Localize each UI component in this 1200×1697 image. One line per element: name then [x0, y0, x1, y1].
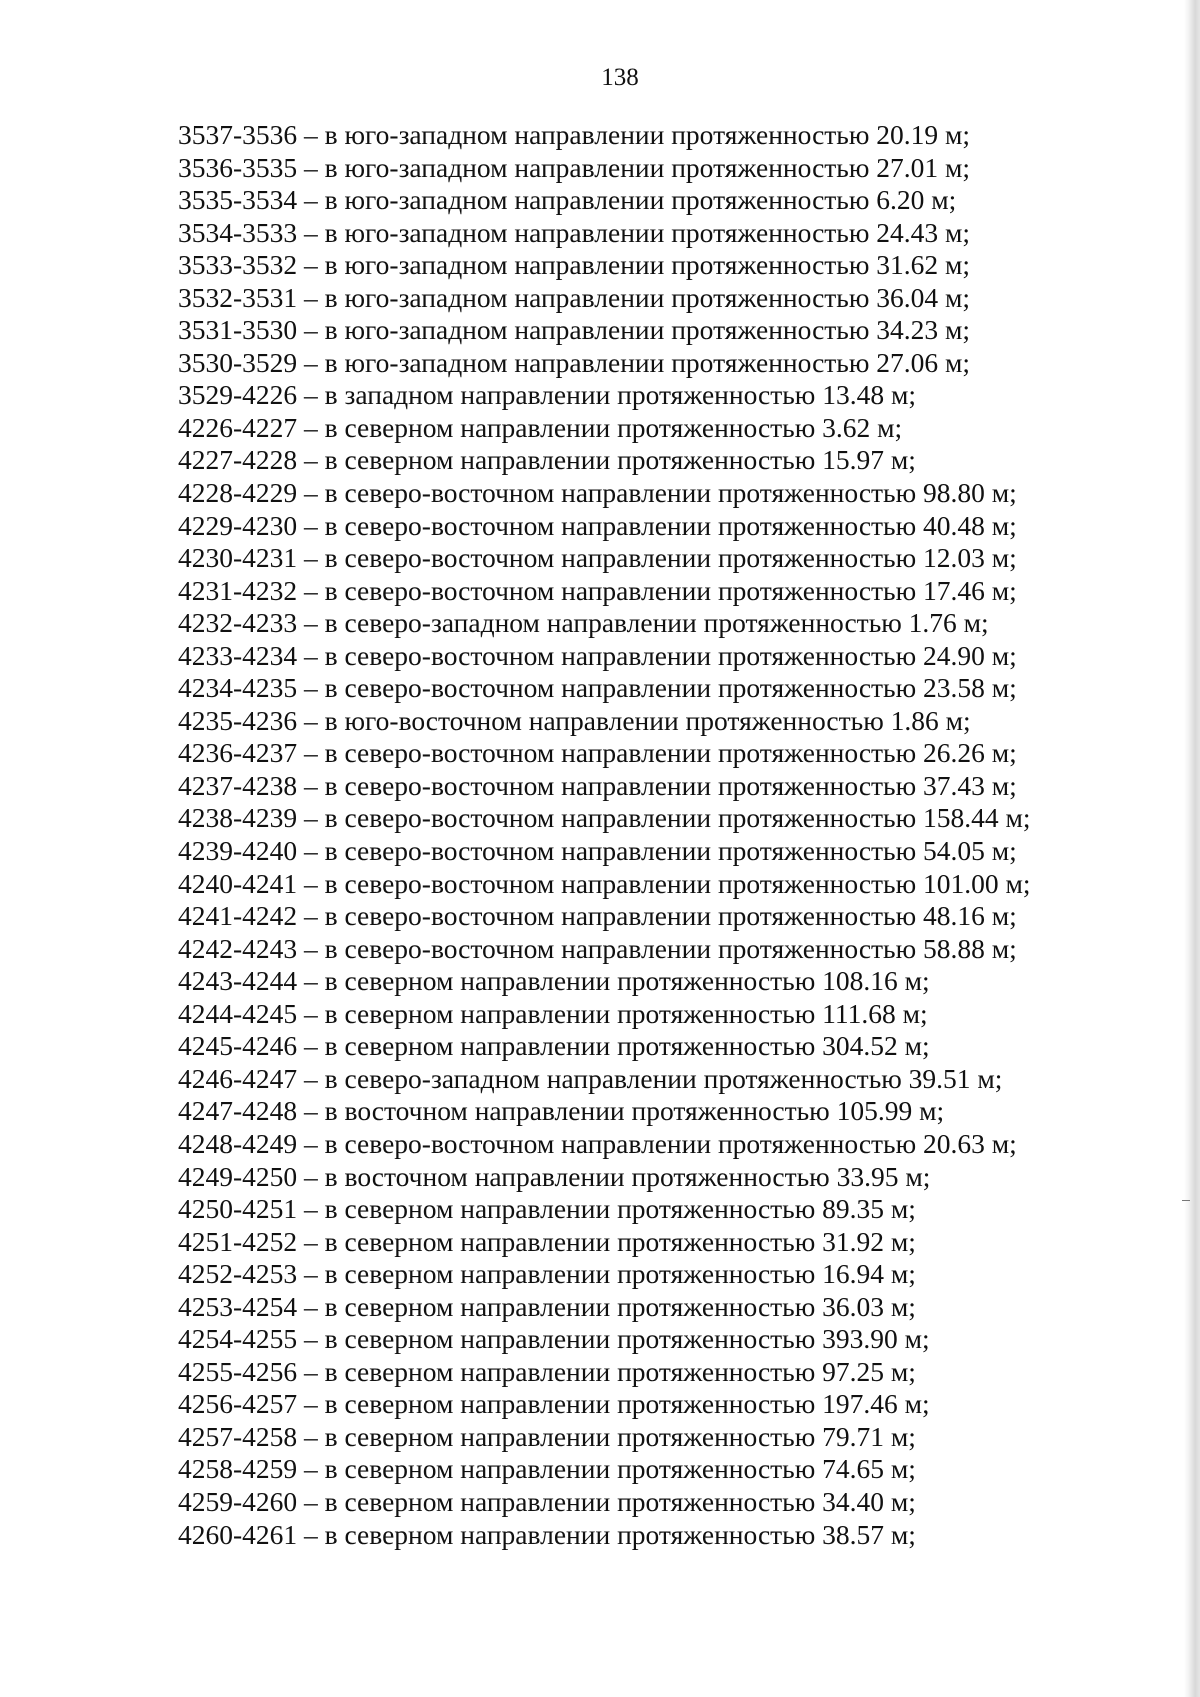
- boundary-segment-line: 4256-4257 – в северном направлении протяженностью 197.46 м;: [178, 1388, 930, 1420]
- boundary-segment-line: 4248-4249 – в северо-восточном направлении протяженностью 20.63 м;: [178, 1127, 1017, 1159]
- boundary-segment-line: 3529-4226 – в западном направлении протяженностью 13.48 м;: [178, 379, 917, 411]
- boundary-segment-line: 3533-3532 – в юго-западном направлении протяженностью 31.62 м;: [178, 249, 971, 281]
- boundary-segment-line: 4244-4245 – в северном направлении протяженностью 111.68 м;: [178, 997, 928, 1029]
- boundary-segment-line: 3534-3533 – в юго-западном направлении протяженностью 24.43 м;: [178, 216, 971, 248]
- boundary-segment-line: 4245-4246 – в северном направлении протяженностью 304.52 м;: [178, 1030, 930, 1062]
- boundary-segment-line: 4231-4232 – в северо-восточном направлении протяженностью 17.46 м;: [178, 574, 1017, 606]
- boundary-segment-line: 4233-4234 – в северо-восточном направлении протяженностью 24.90 м;: [178, 639, 1017, 671]
- boundary-segment-line: 4253-4254 – в северном направлении протяженностью 36.03 м;: [178, 1290, 916, 1322]
- boundary-segment-line: 3530-3529 – в юго-западном направлении протяженностью 27.06 м;: [178, 346, 971, 378]
- boundary-segment-line: 4240-4241 – в северо-восточном направлении протяженностью 101.00 м;: [178, 867, 1031, 899]
- boundary-segment-line: 3531-3530 – в юго-западном направлении протяженностью 34.23 м;: [178, 314, 971, 346]
- boundary-segment-line: 4232-4233 – в северо-западном направлении протяженностью 1.76 м;: [178, 607, 989, 639]
- boundary-segment-line: 4260-4261 – в северном направлении протяженностью 38.57 м;: [178, 1518, 916, 1550]
- boundary-segment-line: 4251-4252 – в северном направлении протяженностью 31.92 м;: [178, 1225, 916, 1257]
- boundary-segment-list: [178, 119, 1031, 1551]
- boundary-segment-line: 3535-3534 – в юго-западном направлении протяженностью 6.20 м;: [178, 184, 957, 216]
- boundary-segment-line: 4255-4256 – в северном направлении протяженностью 97.25 м;: [178, 1355, 916, 1387]
- boundary-segment-line: 3537-3536 – в юго-западном направлении протяженностью 20.19 м;: [178, 119, 971, 150]
- boundary-segment-line: 4227-4228 – в северном направлении протяженностью 15.97 м;: [178, 444, 916, 476]
- boundary-segment-line: 4236-4237 – в северо-восточном направлении протяженностью 26.26 м;: [178, 737, 1017, 769]
- boundary-segment-line: 4228-4229 – в северо-восточном направлении протяженностью 98.80 м;: [178, 477, 1017, 509]
- boundary-segment-line: 4247-4248 – в восточном направлении протяженностью 105.99 м;: [178, 1095, 945, 1127]
- boundary-segment-line: 3536-3535 – в юго-западном направлении протяженностью 27.01 м;: [178, 151, 971, 183]
- boundary-segment-line: 4238-4239 – в северо-восточном направлении протяженностью 158.44 м;: [178, 802, 1031, 834]
- boundary-segment-line: 3532-3531 – в юго-западном направлении протяженностью 36.04 м;: [178, 281, 971, 313]
- boundary-segment-line: 4235-4236 – в юго-восточном направлении протяженностью 1.86 м;: [178, 704, 971, 736]
- boundary-segment-line: 4230-4231 – в северо-восточном направлении протяженностью 12.03 м;: [178, 542, 1017, 574]
- boundary-segment-line: 4242-4243 – в северо-восточном направлении протяженностью 58.88 м;: [178, 932, 1017, 964]
- page-number: 138: [601, 64, 639, 91]
- boundary-segment-line: 4226-4227 – в северном направлении протяженностью 3.62 м;: [178, 411, 903, 443]
- boundary-segment-line: 4243-4244 – в северном направлении протяженностью 108.16 м;: [178, 965, 930, 997]
- boundary-segment-line: 4234-4235 – в северо-восточном направлении протяженностью 23.58 м;: [178, 672, 1017, 704]
- boundary-segment-line: 4254-4255 – в северном направлении протяженностью 393.90 м;: [178, 1323, 930, 1355]
- boundary-segment-line: 4241-4242 – в северо-восточном направлении протяженностью 48.16 м;: [178, 900, 1017, 932]
- boundary-segment-line: 4252-4253 – в северном направлении протяженностью 16.94 м;: [178, 1258, 916, 1290]
- boundary-segment-line: 4258-4259 – в северном направлении протяженностью 74.65 м;: [178, 1453, 916, 1485]
- boundary-segment-line: 4239-4240 – в северо-восточном направлении протяженностью 54.05 м;: [178, 835, 1017, 867]
- boundary-segment-line: 4237-4238 – в северо-восточном направлении протяженностью 37.43 м;: [178, 769, 1017, 801]
- scan-edge-mark: [1182, 1200, 1190, 1201]
- boundary-segment-line: 4259-4260 – в северном направлении протяженностью 34.40 м;: [178, 1485, 916, 1517]
- boundary-segment-line: 4246-4247 – в северо-западном направлении протяженностью 39.51 м;: [178, 1062, 1003, 1094]
- boundary-segment-line: 4257-4258 – в северном направлении протяженностью 79.71 м;: [178, 1420, 916, 1452]
- boundary-segment-line: 4250-4251 – в северном направлении протяженностью 89.35 м;: [178, 1193, 916, 1225]
- scan-edge-shadow: [1184, 0, 1200, 1697]
- boundary-segment-line: 4249-4250 – в восточном направлении протяженностью 33.95 м;: [178, 1160, 931, 1192]
- boundary-segment-line: 4229-4230 – в северо-восточном направлении протяженностью 40.48 м;: [178, 509, 1017, 541]
